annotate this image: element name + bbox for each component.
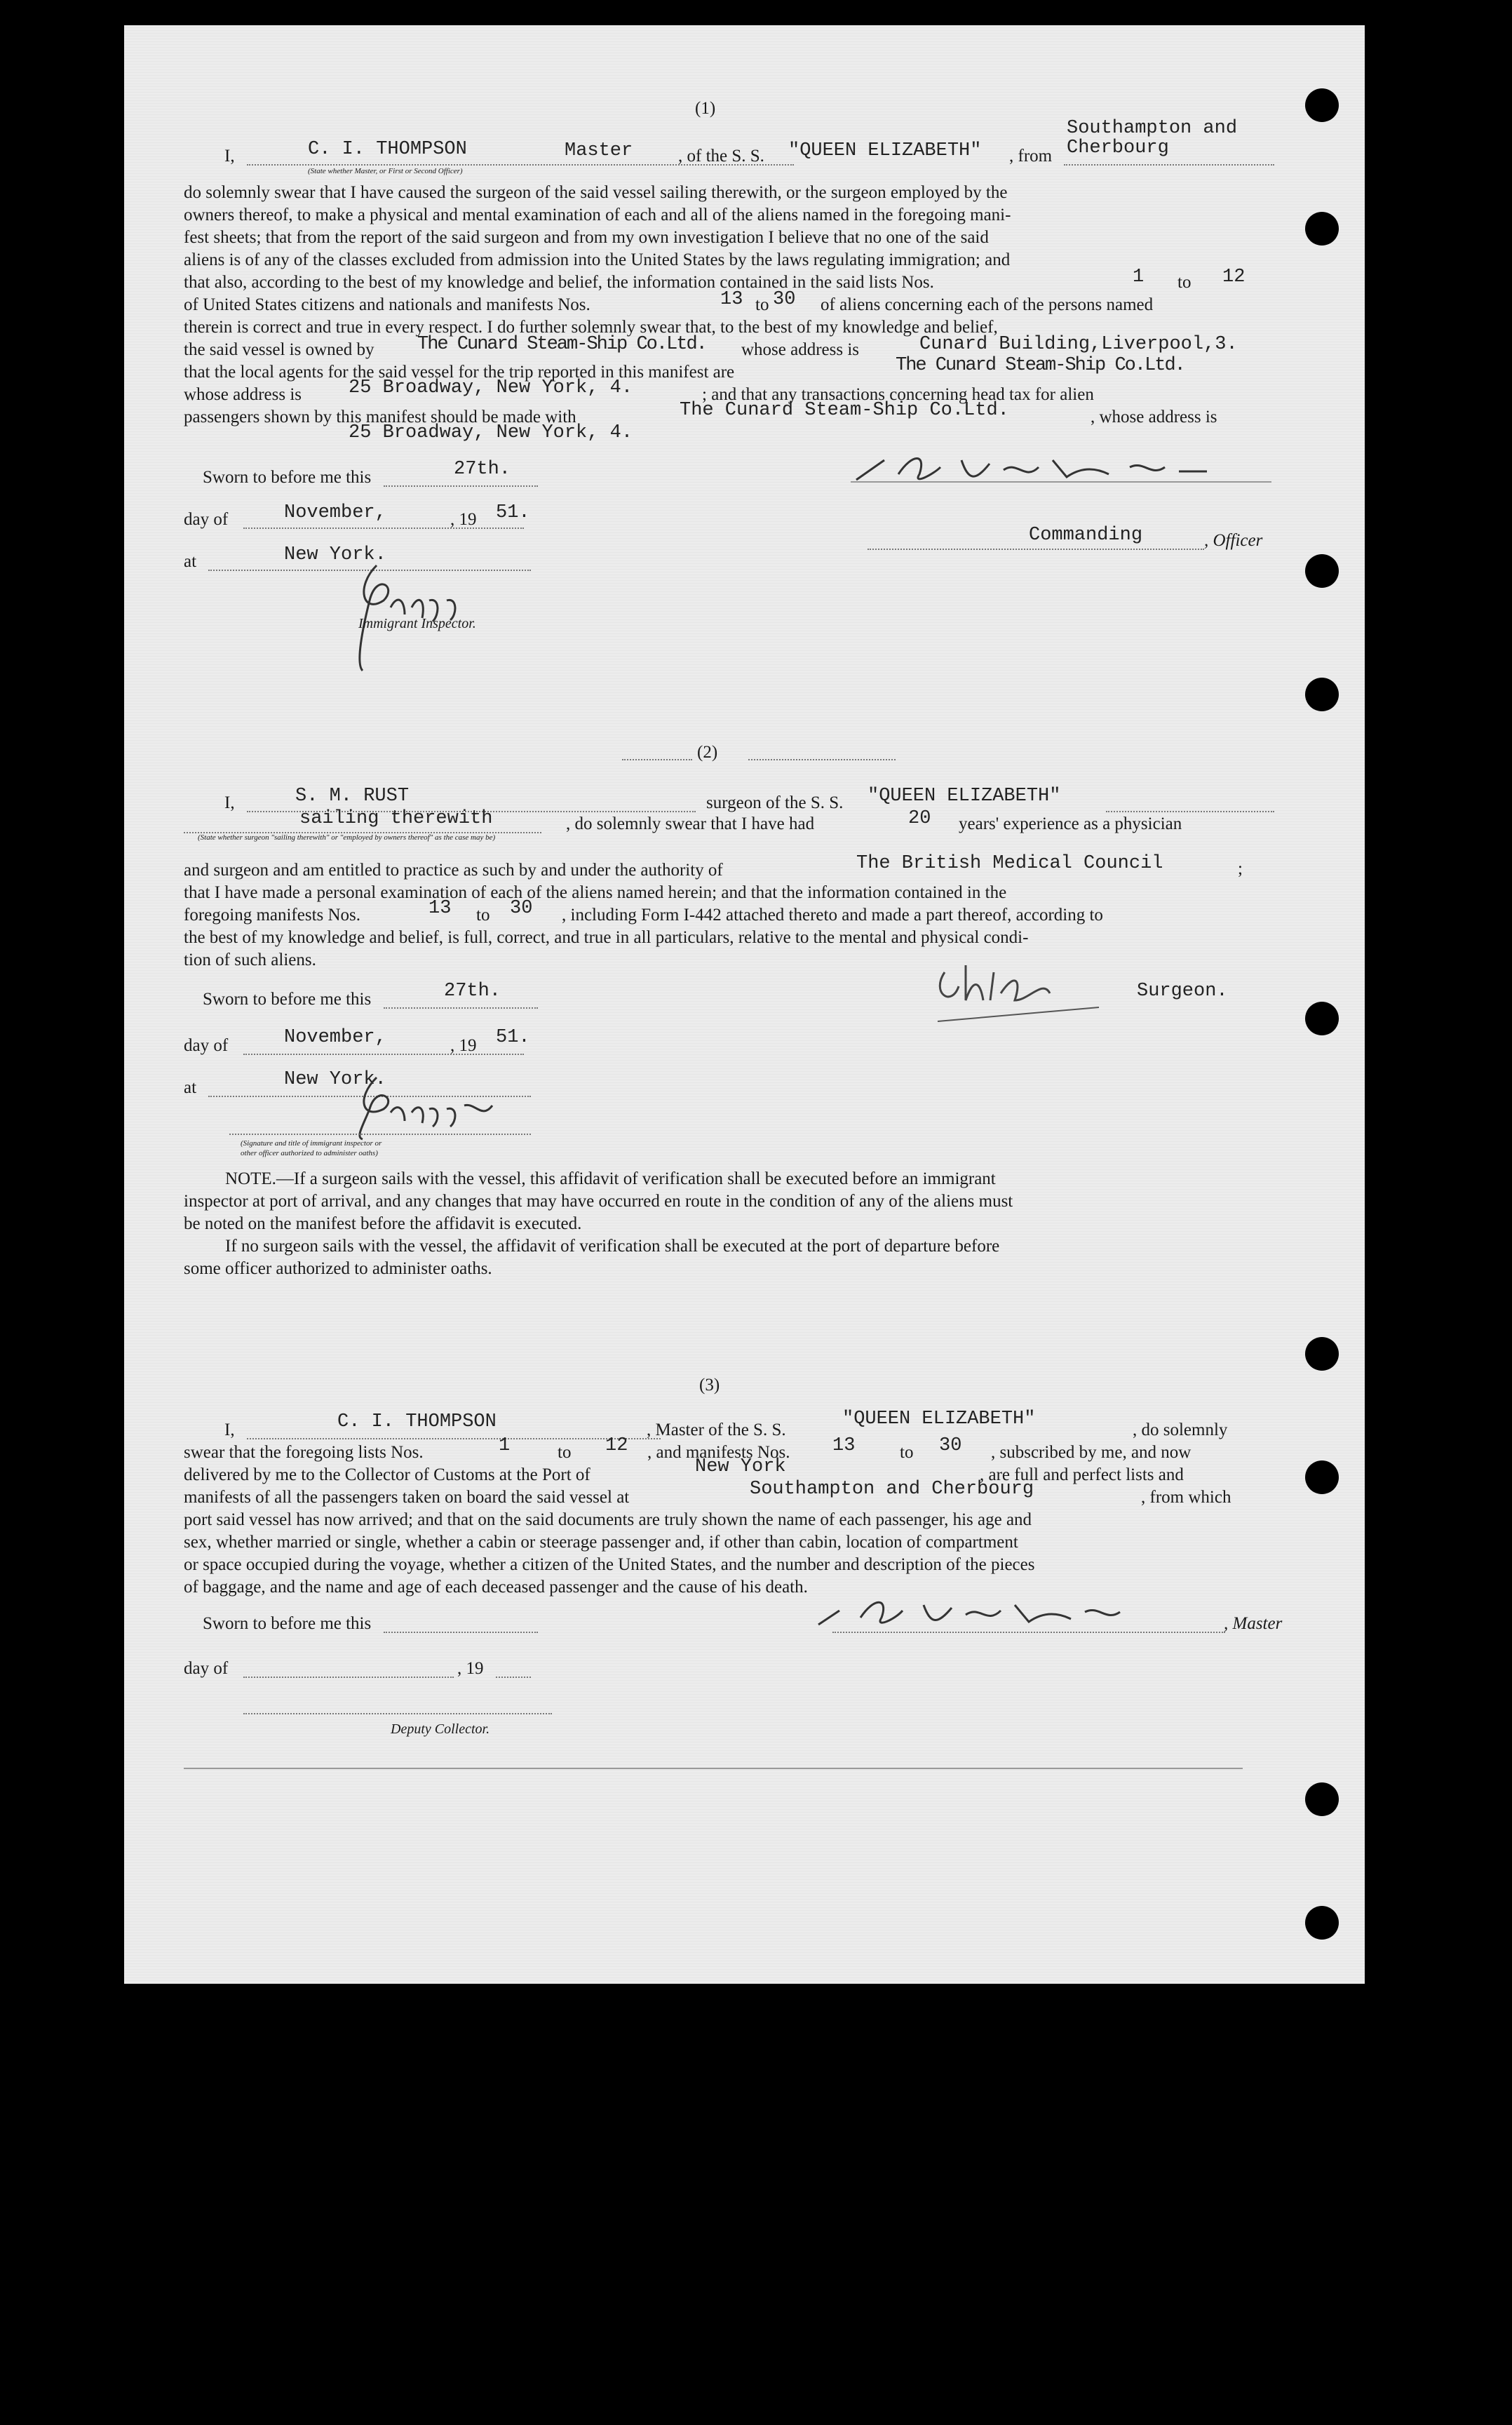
text-line: , including Form I-442 attached thereto and made a part thereof, according to [562,906,1103,925]
at-label: at [184,1078,197,1097]
day-of-label: day of [184,1036,229,1055]
manifests-to: 30 [939,1435,962,1456]
text-line: delivered by me to the Collector of Customs at the Port of [184,1465,590,1484]
section-number: (1) [695,99,716,118]
text-line: that I have made a personal examination of each of the aliens named herein; and that the information contained in the [184,883,1007,902]
inspector-hint: (Signature and title of immigrant inspector or [241,1139,382,1148]
sworn-day: 27th. [444,981,501,1002]
to-word: to [476,906,490,925]
text-line: of aliens concerning each of the persons named [821,295,1154,314]
day-of-label: day of [184,1659,229,1678]
vessel-name: "QUEEN ELIZABETH" [842,1409,1036,1430]
text-line: swear that the foregoing lists Nos. [184,1443,424,1462]
note-line: inspector at port of arrival, and any changes that may have occurred en route in the condition of any of the aliens must [184,1192,1013,1211]
punch-hole [1305,88,1339,122]
head-tax-party: The Cunard Steam-Ship Co.Ltd. [680,400,1009,421]
text-line: ; [1238,859,1243,878]
punch-hole [1305,1782,1339,1816]
master-label: , Master [1224,1614,1283,1633]
inspector-label: Immigrant Inspector. [358,616,476,631]
note-line: some officer authorized to administer oaths. [184,1259,492,1278]
text-line: therein is correct and true in every respect. I do further solemnly swear that, to the best of my knowledge and belief, [184,318,998,337]
do-solemnly: , do solemnly [1133,1420,1228,1439]
deputy-label: Deputy Collector. [391,1721,490,1737]
text-line: , whose address is [1091,408,1217,426]
place: New York. [284,1069,386,1090]
embark-ports: Southampton and Cherbourg [750,1479,1034,1500]
at-label: at [184,552,197,571]
punch-hole [1305,1906,1339,1940]
text-line: owners thereof, to make a physical and mental examination of each and all of the aliens named in the foregoing mani- [184,206,1011,224]
section-number: (3) [699,1376,720,1395]
note-line: be noted on the manifest before the affidavit is executed. [184,1214,582,1233]
surgeon-signature [917,951,1127,1028]
text-line: the said vessel is owned by [184,340,374,359]
year-prefix: , 19 [457,1659,484,1678]
sworn-label: Sworn to before me this [203,1614,372,1633]
years-text: years' experience as a physician [959,814,1182,833]
note-line: NOTE.—If a surgeon sails with the vessel, this affidavit of verification shall be executed before an immigrant [225,1169,996,1188]
sworn-day: 27th. [454,459,511,480]
lists-from: 1 [1133,267,1145,288]
owner: The Cunard Steam-Ship Co.Ltd. [417,334,706,355]
place: New York. [284,544,386,565]
manifests-to: 30 [510,898,533,919]
rank-hint: (State whether Master, or First or Second Officer) [308,167,463,175]
to-word: to [1177,273,1192,292]
years: 20 [908,808,931,829]
to-word: to [900,1443,914,1462]
month: November, [284,1027,386,1048]
text-line: foregoing manifests Nos. [184,906,361,925]
text-line: manifests of all the passengers taken on board the said vessel at [184,1488,630,1507]
section-number: (2) [697,743,718,762]
punch-hole [1305,1337,1339,1371]
lists-to: 12 [605,1435,628,1456]
lists-to: 12 [1222,267,1246,288]
text-line: passengers shown by this manifest should be made with [184,408,576,426]
text-line: port said vessel has now arrived; and that on the said documents are truly shown the name of each passenger, his age and [184,1510,1032,1529]
vessel-name: "QUEEN ELIZABETH" [868,786,1061,807]
label-i: I, [224,793,235,812]
agents: The Cunard Steam-Ship Co.Ltd. [896,355,1184,376]
vessel-name: "QUEEN ELIZABETH" [788,140,982,161]
inspector-signature [335,1070,517,1141]
inspector-hint: other officer authorized to administer oaths) [241,1149,378,1157]
from-label: , from [1009,147,1053,166]
port: New York [695,1456,786,1477]
authority: The British Medical Council [856,853,1163,874]
punch-hole [1305,1002,1339,1035]
punch-hole [1305,1460,1339,1494]
text-line: of baggage, and the name and age of each deceased passenger and the cause of his death. [184,1578,808,1597]
note-line: If no surgeon sails with the vessel, the affidavit of verification shall be executed at the port of departure before [225,1237,1000,1256]
status-hint: (State whether surgeon "sailing therewith" or "employed by owners thereof" as the case may be) [198,833,496,842]
text-line: ; and that any transactions concerning head tax for alien [702,385,1094,404]
sworn-label: Sworn to before me this [203,990,372,1009]
rank: Master [565,140,633,161]
master-signature [828,446,1263,488]
text-line: do solemnly swear that I have caused the surgeon of the said vessel sailing therewith, or the surgeon employed by the [184,183,1008,202]
year-suffix: 51. [496,1027,530,1048]
text-line: , subscribed by me, and now [991,1443,1192,1462]
sworn-label: Sworn to before me this [203,468,372,487]
text-line: tion of such aliens. [184,950,316,969]
to-word: to [558,1443,572,1462]
ports-line1: Southampton and [1067,118,1238,139]
year-prefix: , 19 [450,510,477,529]
text-line: fest sheets; that from the report of the said surgeon and from my own investigation I believe that no one of the said [184,228,989,247]
officer-label: , Officer [1204,531,1263,550]
day-of-label: day of [184,510,229,529]
manifests-to: 30 [773,289,796,310]
master-of-ss: , Master of the S. S. [647,1420,786,1439]
text-line: of United States citizens and nationals and manifests Nos. [184,295,590,314]
manifests-from: 13 [428,898,452,919]
text-line: that the local agents for the said vessel for the trip reported in this manifest are [184,363,735,382]
surgeon-name: S. M. RUST [295,786,410,807]
ports-line2: Cherbourg [1067,137,1169,159]
text-line: whose address is [741,340,860,359]
of-ss-label: , of the S. S. [678,147,764,166]
punch-hole [1305,554,1339,588]
text-line: aliens is of any of the classes excluded from admission into the United States by the laws regulating immigration; and [184,250,1011,269]
manifest-affidavit-page [124,25,1365,1984]
swear-text: , do solemnly swear that I have had [566,814,815,833]
text-line: , are full and perfect lists and [980,1465,1184,1484]
lists-from: 1 [499,1435,511,1456]
text-line: sex, whether married or single, whether a cabin or steerage passenger and, if other than cabin, location of compartment [184,1533,1018,1552]
manifests-from: 13 [832,1435,856,1456]
text-line: or space occupied during the voyage, whether a citizen of the United States, and the number and description of the pieces [184,1555,1035,1574]
text-line: whose address is [184,385,302,404]
manifests-from: 13 [720,289,743,310]
owner-address: Cunard Building,Liverpool,3. [919,334,1238,355]
head-tax-address: 25 Broadway, New York, 4. [349,422,633,443]
to-word: to [755,295,769,314]
punch-hole [1305,678,1339,711]
label-i: I, [224,1420,235,1439]
surgeon-of-ss: surgeon of the S. S. [706,793,844,812]
agents-address: 25 Broadway, New York, 4. [349,377,633,398]
surgeon-status: sailing therewith [299,808,493,829]
text-line: , from which [1141,1488,1231,1507]
month: November, [284,502,386,523]
surgeon-label: Surgeon. [1137,981,1228,1002]
punch-hole [1305,212,1339,246]
year-suffix: 51. [496,502,530,523]
master-name: C. I. THOMPSON [337,1411,497,1432]
master-name: C. I. THOMPSON [308,139,467,160]
text-line: that also, according to the best of my knowledge and belief, the information contained in the said lists Nos. [184,273,934,292]
text-line: and surgeon and am entitled to practice as such by and under the authority of [184,861,723,880]
year-prefix: , 19 [450,1036,477,1055]
text-line: the best of my knowledge and belief, is full, correct, and true in all particulars, relative to the mental and physical condi- [184,928,1029,947]
label-i: I, [224,147,235,166]
text-line: , and manifests Nos. [647,1443,790,1462]
commanding: Commanding [1029,525,1143,546]
